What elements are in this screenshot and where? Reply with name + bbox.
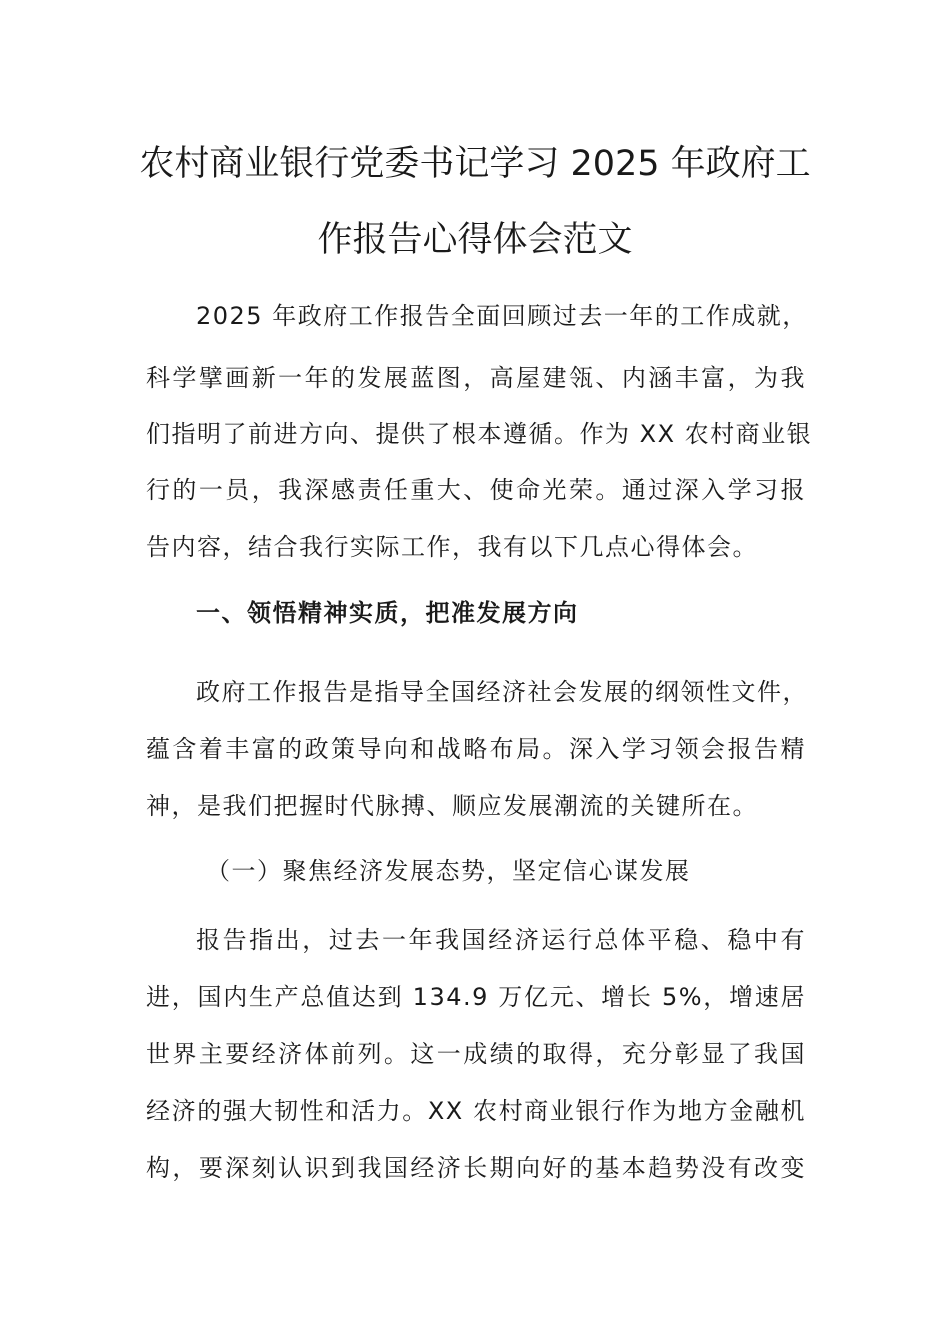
paragraph-1-line-2: 科学擘画新一年的发展蓝图，高屋建瓴、内涵丰富，为我 — [146, 364, 806, 392]
paragraph-1-line-5: 告内容，结合我行实际工作，我有以下几点心得体会。 — [146, 533, 758, 561]
title-line-1: 农村商业银行党委书记学习 2025 年政府工 — [139, 144, 811, 184]
paragraph-2-line-1: 政府工作报告是指导全国经济社会发展的纲领性文件， — [196, 678, 808, 706]
section-heading-1: 一、领悟精神实质，把准发展方向 — [196, 599, 579, 627]
paragraph-3-line-5: 构，要深刻认识到我国经济长期向好的基本趋势没有改变 — [146, 1154, 806, 1182]
paragraph-3-line-1: 报告指出，过去一年我国经济运行总体平稳、稳中有 — [196, 926, 806, 954]
paragraph-2-line-2: 蕴含着丰富的政策导向和战略布局。深入学习领会报告精 — [146, 735, 806, 763]
paragraph-3-line-3: 世界主要经济体前列。这一成绩的取得，充分彰显了我国 — [146, 1040, 806, 1068]
paragraph-1-line-3: 们指明了前进方向、提供了根本遵循。作为 XX 农村商业银 — [146, 420, 813, 448]
title-line-2: 作报告心得体会范文 — [317, 220, 633, 260]
paragraph-1-line-1: 2025 年政府工作报告全面回顾过去一年的工作成就， — [196, 302, 808, 330]
paragraph-1-line-4: 行的一员，我深感责任重大、使命光荣。通过深入学习报 — [146, 476, 806, 504]
paragraph-2-line-3: 神，是我们把握时代脉搏、顺应发展潮流的关键所在。 — [146, 792, 758, 820]
paragraph-3-line-2: 进，国内生产总值达到 134.9 万亿元、增长 5%，增速居 — [146, 983, 806, 1011]
subsection-heading-1: （一）聚焦经济发展态势，坚定信心谋发展 — [206, 857, 691, 885]
paragraph-3-line-4: 经济的强大韧性和活力。XX 农村商业银行作为地方金融机 — [146, 1097, 806, 1125]
